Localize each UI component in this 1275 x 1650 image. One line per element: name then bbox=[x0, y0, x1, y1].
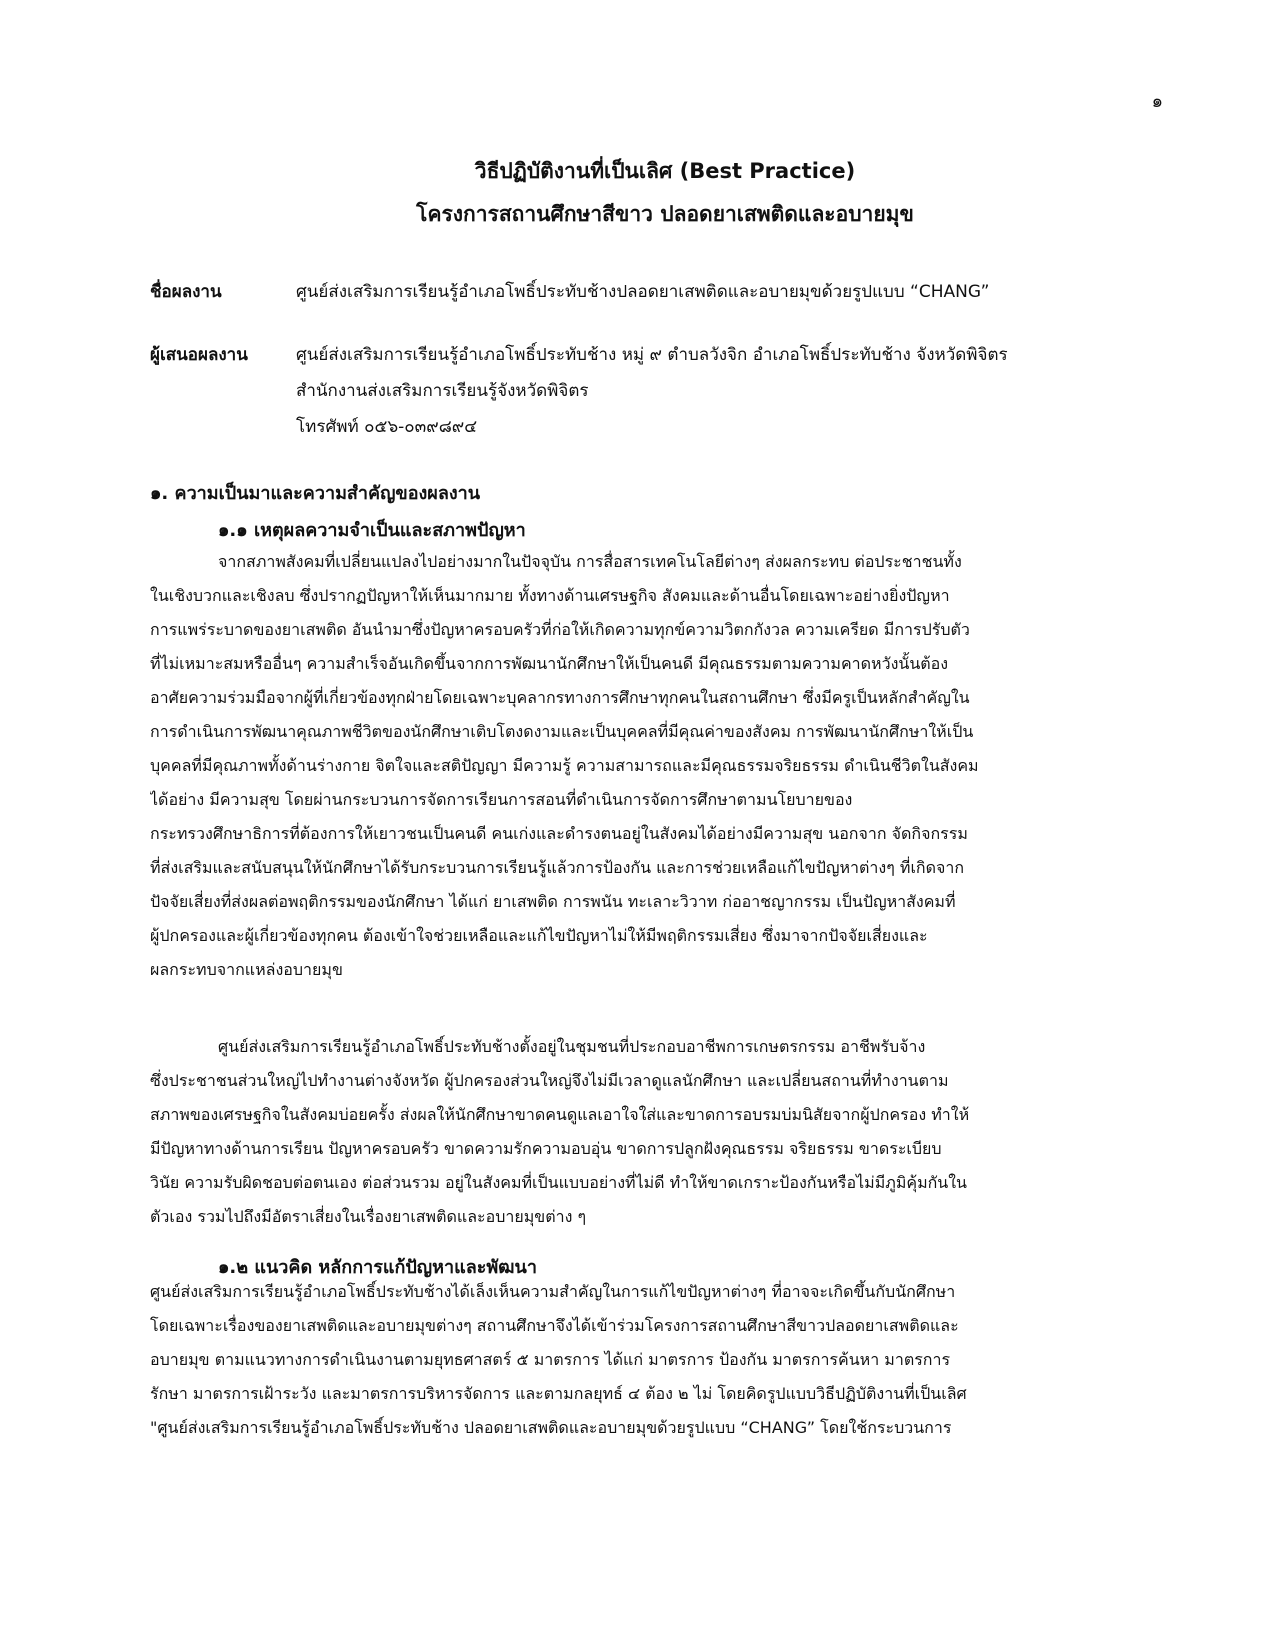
document-subtitle: โครงการสถานศึกษาสีขาว ปลอดยาเสพติดและอบายมุข bbox=[416, 202, 914, 226]
paragraph-line: ที่ไม่เหมาะสมหรืออื่นๆ ความสำเร็จอันเกิดขึ้นจากการพัฒนานักศึกษาให้เป็นคนดี มีคุณธรรมตามความคาดหวังนั้นต้อง bbox=[150, 654, 949, 673]
presenter-value bbox=[296, 337, 1008, 445]
paragraph-line: ที่ส่งเสริมและสนับสนุนให้นักศึกษาได้รับกระบวนการเรียนรู้แล้วการป้องกัน และการช่วยเหลือแก้ไขปัญหาต่างๆ ที่เกิดจาก bbox=[150, 858, 965, 877]
paragraph-line: มีปัญหาทางด้านการเรียน ปัญหาครอบครัว ขาดความรักความอบอุ่น ขาดการปลูกฝังคุณธรรม จริยธรรม ขาดระเบียบ bbox=[150, 1139, 942, 1158]
paragraph-line: ในเชิงบวกและเชิงลบ ซึ่งปรากฏปัญหาให้เห็นมากมาย ทั้งทางด้านเศรษฐกิจ สังคมและด้านอื่นโดยเฉพาะอย่างยิ่งปัญหา bbox=[150, 586, 950, 605]
paragraph-line: กระทรวงศึกษาธิการที่ต้องการให้เยาวชนเป็นคนดี คนเก่งและดำรงตนอยู่ในสังคมได้อย่างมีความสุข นอกจาก จัดกิจกรรม bbox=[150, 824, 968, 843]
paragraph-line: การแพร่ระบาดของยาเสพติด อันนำมาซึ่งปัญหาครอบครัวที่ก่อให้เกิดความทุกข์ความวิตกกังวล ความเครียด มีการปรับตัว bbox=[150, 620, 970, 639]
subsection-heading: ๑.๒ แนวคิด หลักการแก้ปัญหาและพัฒนา bbox=[218, 1257, 537, 1278]
presenter-label: ผู้เสนอผลงาน bbox=[150, 345, 248, 365]
paragraph-line: รักษา มาตรการเฝ้าระวัง และมาตรการบริหารจัดการ และตามกลยุทธ์ ๔ ต้อง ๒ ไม่ โดยคิดรูปแบบวิธีปฏิบัติงานที่เป็นเลิศ bbox=[150, 1384, 967, 1403]
paragraph-line: "ศูนย์ส่งเสริมการเรียนรู้อำเภอโพธิ์ประทับช้าง ปลอดยาเสพติดและอบายมุขด้วยรูปแบบ “CHANG” โดยใช้กระบวนการ bbox=[150, 1418, 952, 1437]
paragraph-line: วินัย ความรับผิดชอบต่อตนเอง ต่อส่วนรวม อยู่ในสังคมที่เป็นแบบอย่างที่ไม่ดี ทำให้ขาดเกราะป้องกันหรือไม่มีภูมิคุ้มกันใน bbox=[150, 1173, 967, 1192]
paragraph-line: ซึ่งประชาชนส่วนใหญ่ไปทำงานต่างจังหวัด ผู้ปกครองส่วนใหญ่จึงไม่มีเวลาดูแลนักศึกษา และเปลี่ยนสถานที่ทำงานตาม bbox=[150, 1071, 949, 1090]
paragraph-line: สภาพของเศรษฐกิจในสังคมบ่อยครั้ง ส่งผลให้นักศึกษาขาดคนดูแลเอาใจใส่และขาดการอบรมบ่มนิสัยจากผู้ปกครอง ทำให้ bbox=[150, 1105, 970, 1124]
presenter-line: สำนักงานส่งเสริมการเรียนรู้จังหวัดพิจิตร bbox=[296, 381, 589, 401]
subsection-heading: ๑.๑ เหตุผลความจำเป็นและสภาพปัญหา bbox=[218, 520, 526, 541]
section-heading: ๑. ความเป็นมาและความสำคัญของผลงาน bbox=[150, 483, 481, 504]
paragraph-line: การดำเนินการพัฒนาคุณภาพชีวิตของนักศึกษาเติบโตงดงามและเป็นบุคคลที่มีคุณค่าของสังคม การพัฒนานักศึกษาให้เป็น bbox=[150, 722, 974, 741]
paragraph bbox=[150, 1275, 1190, 1445]
paragraph bbox=[150, 1030, 1190, 1234]
paragraph-line: ได้อย่าง มีความสุข โดยผ่านกระบวนการจัดการเรียนการสอนที่ดำเนินการจัดการศึกษาตามนโยบายของ bbox=[150, 790, 853, 809]
paragraph-line: จากสภาพสังคมที่เปลี่ยนแปลงไปอย่างมากในปัจจุบัน การสื่อสารเทคโนโลยีต่างๆ ส่งผลกระทบ ต่อประชาชนทั้ง bbox=[218, 552, 962, 571]
paragraph-line: อาศัยความร่วมมือจากผู้ที่เกี่ยวข้องทุกฝ่ายโดยเฉพาะบุคลากรทางการศึกษาทุกคนในสถานศึกษา ซึ่งมีครูเป็นหลักสำคัญใน bbox=[150, 688, 970, 707]
paragraph-line: โดยเฉพาะเรื่องของยาเสพติดและอบายมุขต่างๆ สถานศึกษาจึงได้เข้าร่วมโครงการสถานศึกษาสีขาวปลอดยาเสพติดและ bbox=[150, 1316, 959, 1335]
paragraph-line: ศูนย์ส่งเสริมการเรียนรู้อำเภอโพธิ์ประทับช้างตั้งอยู่ในชุมชนที่ประกอบอาชีพการเกษตรกรรม อาชีพรับจ้าง bbox=[218, 1037, 926, 1056]
work-name-value: ศูนย์ส่งเสริมการเรียนรู้อำเภอโพธิ์ประทับช้างปลอดยาเสพติดและอบายมุขด้วยรูปแบบ “CHANG” bbox=[296, 282, 990, 302]
presenter-line: ศูนย์ส่งเสริมการเรียนรู้อำเภอโพธิ์ประทับช้าง หมู่ ๙ ตำบลวังจิก อำเภอโพธิ์ประทับช้าง จังหวัดพิจิตร bbox=[296, 345, 1008, 365]
document-title: วิธีปฏิบัติงานที่เป็นเลิศ (Best Practice) bbox=[474, 159, 856, 183]
paragraph-line: ศูนย์ส่งเสริมการเรียนรู้อำเภอโพธิ์ประทับช้างได้เล็งเห็นความสำคัญในการแก้ไขปัญหาต่างๆ ที่อาจจะเกิดขึ้นกับนักศึกษา bbox=[150, 1282, 956, 1301]
paragraph-line: ปัจจัยเสี่ยงที่ส่งผลต่อพฤติกรรมของนักศึกษา ได้แก่ ยาเสพติด การพนัน ทะเลาะวิวาท ก่ออาชญากรรม เป็นปัญหาสังคมที่ bbox=[150, 892, 956, 911]
paragraph-line: อบายมุข ตามแนวทางการดำเนินงานตามยุทธศาสตร์ ๕ มาตรการ ได้แก่ มาตรการ ป้องกัน มาตรการค้นหา มาตรการ bbox=[150, 1350, 951, 1369]
paragraph-line: ตัวเอง รวมไปถึงมีอัตราเสี่ยงในเรื่องยาเสพติดและอบายมุขต่าง ๆ bbox=[150, 1207, 587, 1226]
paragraph-line: บุคคลที่มีคุณภาพทั้งด้านร่างกาย จิตใจและสติปัญญา มีความรู้ ความสามารถและมีคุณธรรมจริยธรรม ดำเนินชีวิตในสังคม bbox=[150, 756, 979, 775]
paragraph bbox=[150, 545, 1190, 987]
presenter-phone: โทรศัพท์ ๐๕๖-๐๓๙๘๙๔ bbox=[296, 417, 478, 437]
page-number: ๑ bbox=[1151, 91, 1163, 112]
paragraph-line: ผู้ปกครองและผู้เกี่ยวข้องทุกคน ต้องเข้าใจช่วยเหลือและแก้ไขปัญหาไม่ให้มีพฤติกรรมเสี่ยง ซึ่งมาจากปัจจัยเสี่ยงและ bbox=[150, 926, 928, 945]
work-name-label: ชื่อผลงาน bbox=[150, 282, 222, 302]
paragraph-line: ผลกระทบจากแหล่งอบายมุข bbox=[150, 960, 343, 979]
